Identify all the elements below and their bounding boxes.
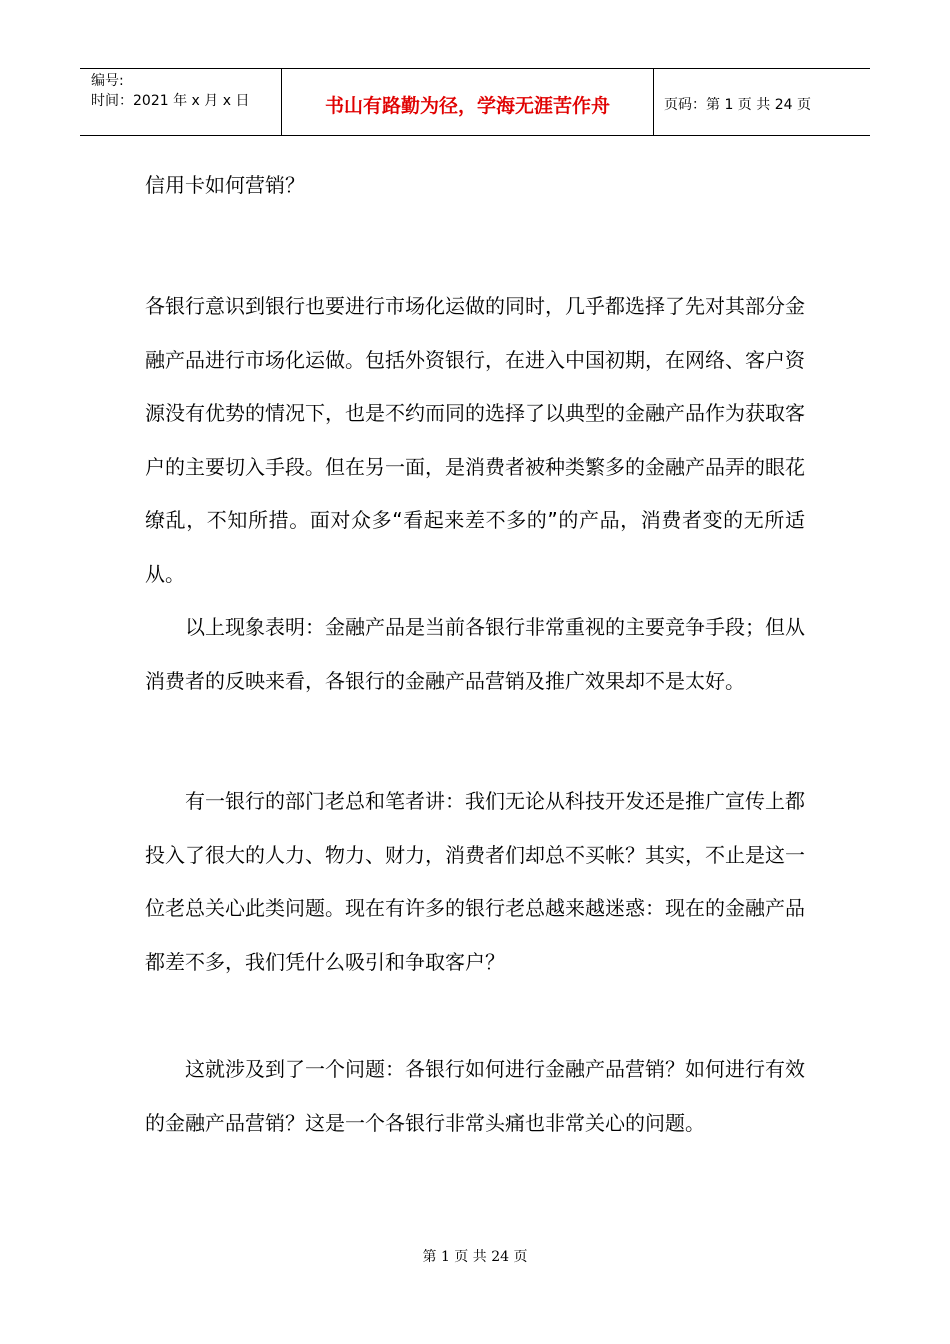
date-label: 时间：2021 年 x 月 x 日 (91, 93, 250, 109)
paragraph-1: 各银行意识到银行也要进行市场化运做的同时，几乎都选择了先对其部分金融产品进行市场化运做。包括外资银行，在进入中国初期，在网络、客户资源没有优势的情况下，也是不约而同的选择了以典型的金融产品作为获取客户的主要切入手段。但在另一面，是消费者被种类繁多的金融产品弄的眼花缭乱，不知所措。面对众多“看起来差不多的”的产品，消费者变的无所适从。 (145, 294, 805, 586)
document-title: 信用卡如何营销？ (145, 173, 305, 197)
paragraph-4: 这就涉及到了一个问题：各银行如何进行金融产品营销？如何进行有效的金融产品营销？这是一个各银行非常头痛也非常关心的问题。 (145, 1057, 805, 1135)
paragraph-2: 以上现象表明：金融产品是当前各银行非常重视的主要竞争手段；但从消费者的反映来看，各银行的金融产品营销及推广效果却不是太好。 (145, 615, 805, 693)
paragraph-3: 有一银行的部门老总和笔者讲：我们无论从科技开发还是推广宣传上都投入了很大的人力、物力、财力，消费者们却总不买帐？其实，不止是这一位老总关心此类问题。现在有许多的银行老总越来越迷惑：现在的金融产品都差不多，我们凭什么吸引和争取客户？ (145, 789, 805, 974)
serial-number-label: 编号: (91, 73, 124, 89)
header-motto: 书山有路勤为径，学海无涯苦作舟 (282, 69, 654, 135)
document-header (80, 68, 870, 136)
header-page-info: 页码：第 1 页 共 24 页 (664, 97, 811, 113)
page-footer: 第 1 页 共 24 页 (422, 1249, 528, 1265)
header-meta-cell (80, 69, 282, 135)
